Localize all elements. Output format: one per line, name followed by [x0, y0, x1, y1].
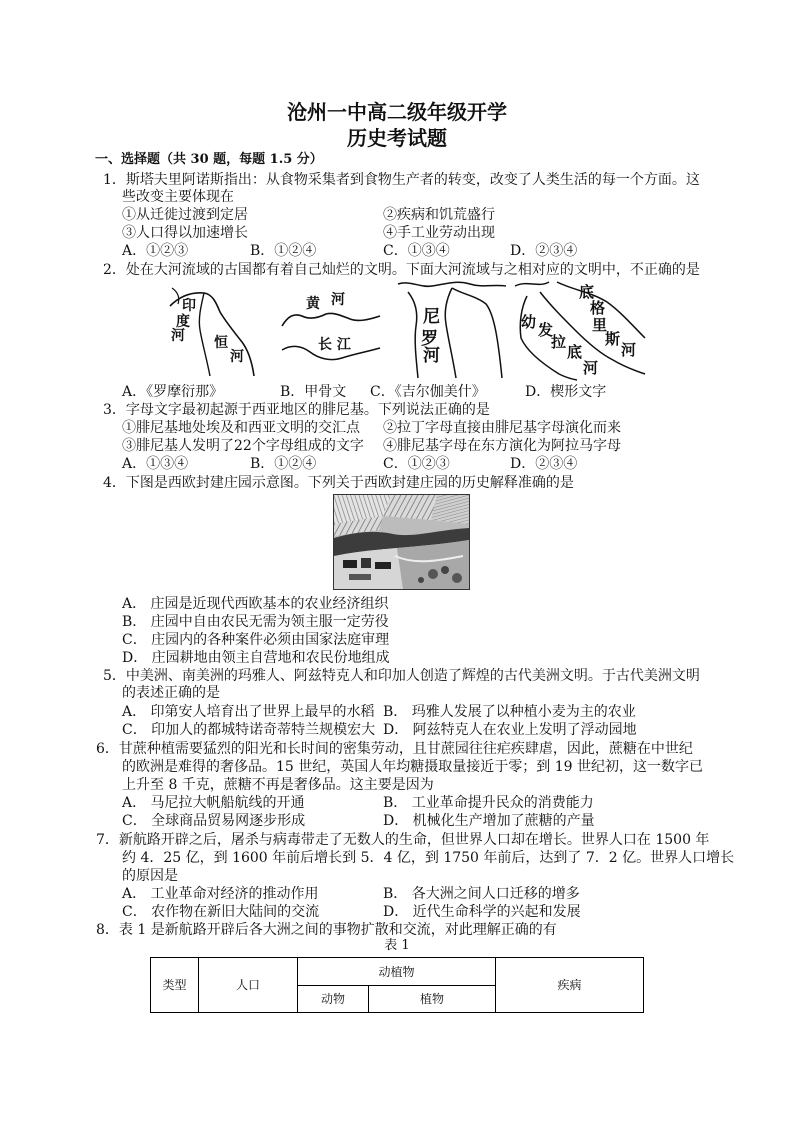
- map-label: 格: [590, 299, 606, 317]
- map-label: 底: [567, 343, 583, 361]
- question-stem-line: 些改变主要体现在: [122, 189, 234, 205]
- map-label: 河: [621, 341, 637, 359]
- river-lines: [278, 286, 382, 372]
- choice-b: B．甲骨文: [280, 384, 347, 400]
- choice-c: C． 庄园内的各种案件必须由国家法庭审理: [122, 632, 390, 648]
- question-stem-line: 5．中美洲、南美洲的玛雅人、阿兹特克人和印加人创造了辉煌的古代美洲文明。于古代美洲文明: [103, 668, 700, 684]
- statement-item: ②疾病和饥荒盛行: [383, 207, 495, 223]
- map-label: 斯: [605, 330, 621, 348]
- choice-b: B．①②④: [250, 243, 317, 259]
- map-label: 底: [579, 283, 595, 301]
- choice-d: D． 阿兹特克人在农业上发明了浮动园地: [383, 722, 637, 738]
- map-label: 里: [592, 316, 608, 334]
- map-label: 幼: [521, 313, 537, 331]
- question-stem-line: 3．字母文字最初起源于西亚地区的腓尼基。下列说法正确的是: [103, 402, 490, 418]
- map-label: 河: [331, 292, 345, 308]
- exam-title-line2: 历史考试题: [347, 126, 447, 150]
- river-lines: [396, 278, 508, 380]
- map-nile: [396, 278, 508, 380]
- question-stem-line: 4．下图是西欧封建庄园示意图。下列关于西欧封建庄园的历史解释准确的是: [103, 475, 574, 491]
- map-label: 罗: [421, 329, 438, 349]
- header-disease: 疾病: [496, 958, 644, 1013]
- question-stem-line: 1．斯塔夫里阿诺斯指出：从食物采集者到食物生产者的转变，改变了人类生活的每一个方面。这: [103, 172, 700, 188]
- table-caption: 表 1: [384, 938, 410, 953]
- choice-a: A． 庄园是近现代西欧基本的农业经济组织: [122, 596, 389, 612]
- map-tigris-euphrates: [513, 278, 647, 380]
- choice-b: B．①②④: [250, 456, 317, 472]
- manor-diagram-image: [333, 494, 470, 590]
- statement-item: ②拉丁字母直接由腓尼基字母演化而来: [383, 420, 621, 436]
- exchange-table: [150, 957, 644, 1013]
- question-stem-line: 上升至 8 千克，蔗糖不再是奢侈品。这主要是因为: [122, 777, 434, 793]
- question-stem-line: 8．表 1 是新航路开辟后各大洲之间的事物扩散和交流，对此理解正确的有: [96, 922, 557, 938]
- choice-c: C． 农作物在新旧大陆间的交流: [122, 904, 320, 920]
- map-label: 尼: [423, 307, 440, 327]
- choice-b: B． 玛雅人发展了以种植小麦为主的农业: [383, 704, 636, 720]
- map-label: 长 江: [318, 337, 351, 353]
- map-label: 河: [423, 346, 440, 366]
- question-stem-line: 6．甘蔗种植需要猛烈的阳光和长时间的密集劳动，且甘蔗园往往疟疾肆虐，因此，蔗糖在中世纪: [96, 741, 693, 757]
- map-label: 度: [176, 314, 190, 330]
- choice-d: D．楔形文字: [525, 384, 607, 400]
- statement-item: ③人口得以加速增长: [122, 225, 248, 241]
- header-plants: 植物: [369, 986, 496, 1013]
- map-yellow-yangtze: [278, 286, 382, 372]
- choice-a: A．《罗摩衍那》: [122, 384, 224, 400]
- choice-d: D． 庄园耕地由领主自营地和农民份地组成: [122, 650, 390, 666]
- choice-a: A．①③④: [122, 456, 189, 472]
- statement-item: ①腓尼基地处埃及和西亚文明的交汇点: [122, 420, 360, 436]
- question-stem-line: 的原因是: [122, 868, 178, 884]
- question-stem-line: 的表述正确的是: [122, 685, 220, 701]
- map-indus-ganges: [168, 284, 254, 378]
- choice-c: C．①③④: [383, 243, 450, 259]
- question-stem-line: 的欧洲是难得的奢侈品。15 世纪，英国人年均糖摄取量接近于零；到 19 世纪初，这一数字已: [122, 759, 703, 775]
- question-stem-line: 约 4．25 亿，到 1600 年前后增长到 5．4 亿，到 1750 年前后，达到了 7．2 亿。世界人口增长: [122, 850, 735, 866]
- choice-a: A． 马尼拉大帆船航线的开通: [122, 795, 305, 811]
- statement-item: ③腓尼基人发明了22个字母组成的文字: [122, 438, 364, 454]
- question-stem-line: 7．新航路开辟之后，屠杀与病毒带走了无数人的生命，但世界人口却在增长。世界人口在 1500 年: [96, 832, 710, 848]
- header-type: 类型: [151, 958, 199, 1013]
- map-label: 拉: [551, 333, 567, 351]
- choice-d: D．②③④: [510, 456, 578, 472]
- header-population: 人口: [199, 958, 298, 1013]
- statement-item: ①从迁徙过渡到定居: [122, 207, 248, 223]
- map-label: 黄: [306, 296, 320, 312]
- map-label: 河: [583, 359, 599, 377]
- statement-item: ④手工业劳动出现: [383, 225, 495, 241]
- map-label: 印: [182, 298, 196, 314]
- choice-a: A． 印第安人培育出了世界上最早的水稻: [122, 704, 375, 720]
- choice-b: B． 工业革命提升民众的消费能力: [383, 795, 594, 811]
- choice-c: C．《吉尔伽美什》: [370, 384, 486, 400]
- header-animals: 动物: [298, 986, 369, 1013]
- choice-c: C．①②③: [383, 456, 450, 472]
- choice-c: C． 印加人的都城特诺奇蒂特兰规模宏大: [122, 722, 376, 738]
- map-label: 恒: [214, 335, 228, 351]
- choice-c: C． 全球商品贸易网逐步形成: [122, 813, 306, 829]
- choice-b: B． 庄园中自由农民无需为领主服一定劳役: [122, 614, 389, 630]
- choice-a: A．①②③: [122, 243, 189, 259]
- choice-d: D． 机械化生产增加了蔗糖的产量: [383, 813, 595, 829]
- section-heading: 一、选择题（共 30 题，每题 1.5 分）: [95, 152, 323, 167]
- statement-item: ④腓尼基字母在东方演化为阿拉马字母: [383, 438, 621, 454]
- choice-d: D． 近代生命科学的兴起和发展: [383, 904, 581, 920]
- map-label: 河: [171, 328, 185, 344]
- choice-b: B． 各大洲之间人口迁移的增多: [383, 886, 580, 902]
- choice-a: A． 工业革命对经济的推动作用: [122, 886, 319, 902]
- exam-title-line1: 沧州一中高二级年级开学: [287, 100, 507, 124]
- question-stem-line: 2．处在大河流域的古国都有着自己灿烂的文明。下面大河流域与之相对应的文明中，不正确的是: [103, 262, 700, 278]
- map-label: 河: [230, 349, 244, 365]
- choice-d: D．②③④: [510, 243, 578, 259]
- map-label: 发: [538, 321, 554, 339]
- header-flora-fauna: 动植物: [298, 958, 496, 986]
